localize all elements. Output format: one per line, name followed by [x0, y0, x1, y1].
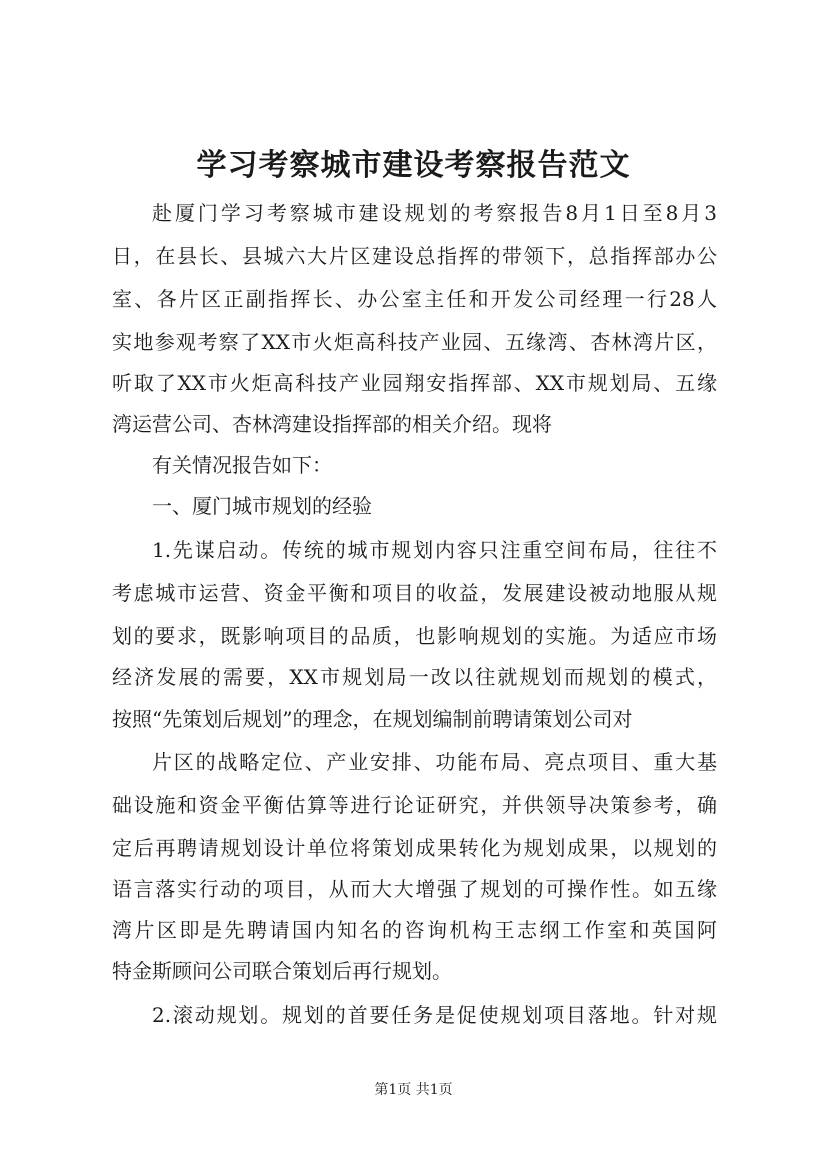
body-line: 2.滚动规划。规划的首要任务是促使规划项目落地。针对规 [152, 1003, 717, 1027]
body-line: 室、各片区正副指挥长、办公室主任和开发公司经理一行28人 [112, 287, 717, 311]
body-line: 片区的战略定位、产业安排、功能布局、亮点项目、重大基 [152, 750, 717, 774]
body-line: 实地参观考察了XX市火炬高科技产业园、五缘湾、杏林湾片区， [112, 330, 717, 354]
document-title: 学习考察城市建设考察报告范文 [196, 148, 631, 183]
body-line: 础设施和资金平衡估算等进行论证研究，并供领导决策参考，确 [112, 793, 717, 817]
page-footer: 第1页 共1页 [374, 1082, 453, 1098]
body-line: 语言落实行动的项目，从而大大增强了规划的可操作性。如五缘 [112, 877, 717, 901]
body-line: 特金斯顾问公司联合策划后再行规划。 [112, 959, 452, 983]
body-line: 按照“先策划后规划”的理念，在规划编制前聘请策划公司对 [112, 707, 633, 731]
body-line: 有关情况报告如下： [152, 453, 332, 477]
body-line: 定后再聘请规划设计单位将策划成果转化为规划成果，以规划的 [112, 836, 717, 860]
section-heading: 一、厦门城市规划的经验 [152, 494, 372, 518]
body-line: 赴厦门学习考察城市建设规划的考察报告8月1日至8月3 [152, 201, 717, 225]
body-line: 1.先谋启动。传统的城市规划内容只注重空间布局，往往不 [152, 538, 717, 562]
body-line: 听取了XX市火炬高科技产业园翔安指挥部、XX市规划局、五缘 [112, 371, 717, 395]
body-line: 湾运营公司、杏林湾建设指挥部的相关介绍。现将 [112, 412, 552, 436]
body-line: 日，在县长、县城六大片区建设总指挥的带领下，总指挥部办公 [112, 244, 717, 268]
body-line: 湾片区即是先聘请国内知名的咨询机构王志纲工作室和英国阿 [112, 918, 717, 942]
body-line: 经济发展的需要，XX市规划局一改以往就规划而规划的模式， [112, 665, 717, 689]
body-line: 考虑城市运营、资金平衡和项目的收益，发展建设被动地服从规 [112, 581, 717, 605]
body-line: 划的要求，既影响项目的品质，也影响规划的实施。为适应市场 [112, 624, 717, 648]
